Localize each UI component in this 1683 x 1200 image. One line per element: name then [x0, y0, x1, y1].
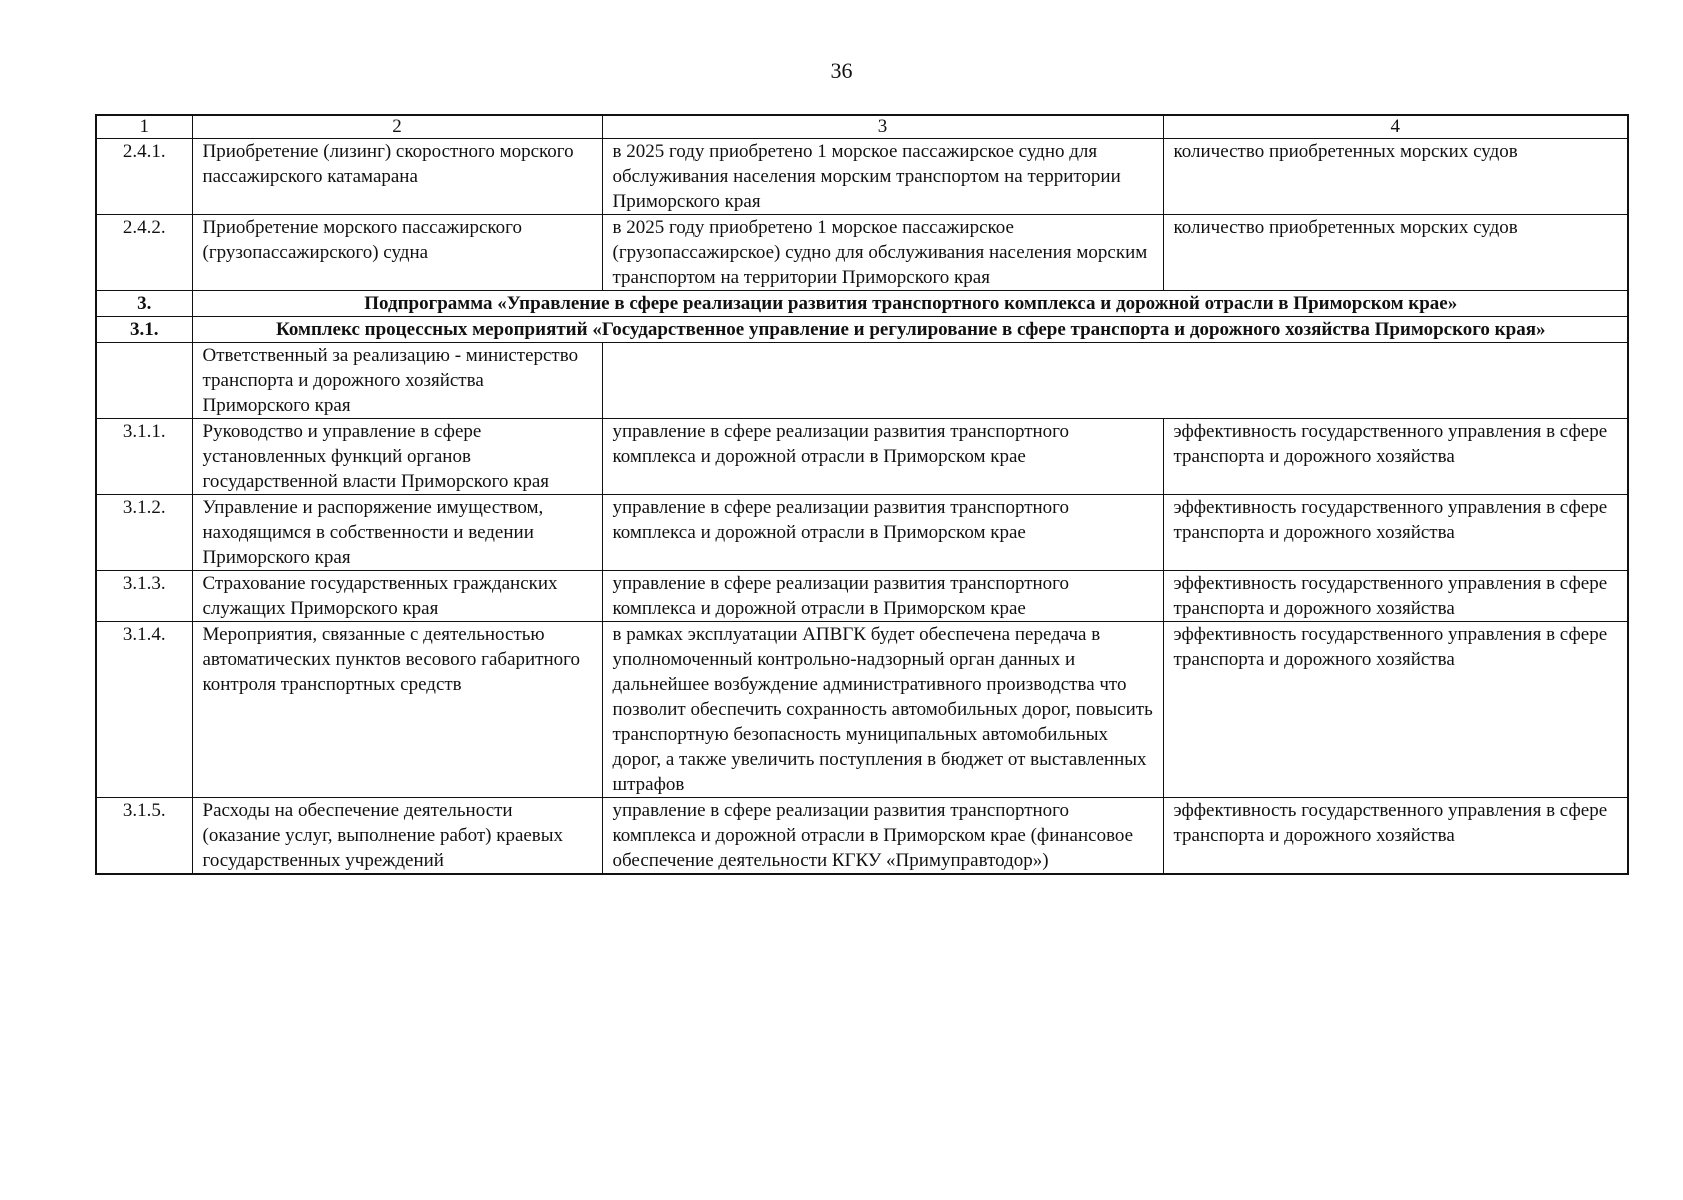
measure-name: Управление и распоряжение имуществом, находящимся в собственности и ведении Приморского края	[192, 495, 602, 571]
section-row	[96, 291, 1628, 317]
column-number: 4	[1163, 115, 1628, 139]
measure-result: в рамках эксплуатации АПВГК будет обеспечена передача в уполномоченный контрольно-надзорный орган данных и дальнейшее возбуждение административного производства что позволит обеспечить сохранность автомобильных дорог, повысить транспортную безопасность муниципальных автомобильных дорог, а также увеличить поступления в бюджет от выставленных штрафов	[602, 622, 1163, 798]
row-number: 3.1.5.	[96, 798, 192, 875]
measure-indicator: эффективность государственного управления в сфере транспорта и дорожного хозяйства	[1163, 419, 1628, 495]
table-row	[96, 622, 1628, 798]
empty-cell	[96, 343, 192, 419]
measure-result: управление в сфере реализации развития транспортного комплекса и дорожной отрасли в Приморском крае	[602, 571, 1163, 622]
measure-indicator: количество приобретенных морских судов	[1163, 215, 1628, 291]
measure-name: Расходы на обеспечение деятельности (оказание услуг, выполнение работ) краевых государственных учреждений	[192, 798, 602, 875]
row-number: 3.1.2.	[96, 495, 192, 571]
row-number: 3.1.4.	[96, 622, 192, 798]
section-number: 3.	[96, 291, 192, 317]
measure-indicator: количество приобретенных морских судов	[1163, 139, 1628, 215]
column-number: 1	[96, 115, 192, 139]
subsection-title: Комплекс процессных мероприятий «Государственное управление и регулирование в сфере транспорта и дорожного хозяйства Приморского края»	[192, 317, 1628, 343]
measure-name: Мероприятия, связанные с деятельностью автоматических пунктов весового габаритного контроля транспортных средств	[192, 622, 602, 798]
row-number: 2.4.2.	[96, 215, 192, 291]
column-number: 2	[192, 115, 602, 139]
table-row	[96, 571, 1628, 622]
subsection-number: 3.1.	[96, 317, 192, 343]
table-row	[96, 139, 1628, 215]
responsible-text: Ответственный за реализацию - министерство транспорта и дорожного хозяйства Приморского края	[192, 343, 602, 419]
column-number-row	[96, 115, 1628, 139]
measures-table	[95, 114, 1629, 875]
row-number: 3.1.3.	[96, 571, 192, 622]
row-number: 3.1.1.	[96, 419, 192, 495]
subsection-row	[96, 317, 1628, 343]
row-number: 2.4.1.	[96, 139, 192, 215]
measure-indicator: эффективность государственного управления в сфере транспорта и дорожного хозяйства	[1163, 798, 1628, 875]
page-number: 36	[830, 58, 853, 83]
column-number: 3	[602, 115, 1163, 139]
measure-indicator: эффективность государственного управления в сфере транспорта и дорожного хозяйства	[1163, 622, 1628, 798]
measure-result: управление в сфере реализации развития транспортного комплекса и дорожной отрасли в Приморском крае	[602, 419, 1163, 495]
measure-result: в 2025 году приобретено 1 морское пассажирское (грузопассажирское) судно для обслуживания населения морским транспортом на территории Приморского края	[602, 215, 1163, 291]
measure-name: Страхование государственных гражданских служащих Приморского края	[192, 571, 602, 622]
measure-name: Приобретение (лизинг) скоростного морского пассажирского катамарана	[192, 139, 602, 215]
table-row	[96, 798, 1628, 875]
table-row	[96, 495, 1628, 571]
measure-result: управление в сфере реализации развития транспортного комплекса и дорожной отрасли в Приморском крае (финансовое обеспечение деятельности КГКУ «Примуправтодор»)	[602, 798, 1163, 875]
measure-result: управление в сфере реализации развития транспортного комплекса и дорожной отрасли в Приморском крае	[602, 495, 1163, 571]
measure-name: Руководство и управление в сфере установленных функций органов государственной власти Приморского края	[192, 419, 602, 495]
responsible-row	[96, 343, 1628, 419]
table-row	[96, 215, 1628, 291]
measure-name: Приобретение морского пассажирского (грузопассажирского) судна	[192, 215, 602, 291]
measure-indicator: эффективность государственного управления в сфере транспорта и дорожного хозяйства	[1163, 495, 1628, 571]
measure-indicator: эффективность государственного управления в сфере транспорта и дорожного хозяйства	[1163, 571, 1628, 622]
measure-result: в 2025 году приобретено 1 морское пассажирское судно для обслуживания населения морским транспортом на территории Приморского края	[602, 139, 1163, 215]
section-title: Подпрограмма «Управление в сфере реализации развития транспортного комплекса и дорожной отрасли в Приморском крае»	[192, 291, 1628, 317]
empty-cell	[602, 343, 1628, 419]
table-row	[96, 419, 1628, 495]
